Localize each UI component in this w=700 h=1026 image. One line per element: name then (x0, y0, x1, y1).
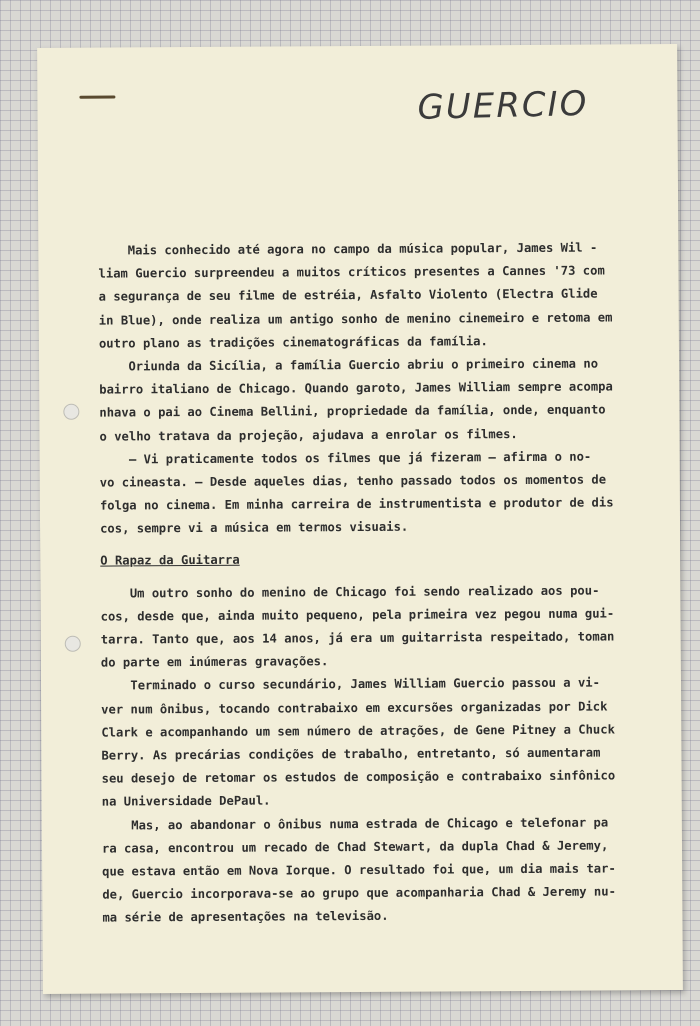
text-line: de, Guercio incorporava-se ao grupo que acompanharia Chad & Jeremy nu- (102, 884, 616, 902)
paragraph-1 (98, 236, 659, 355)
text-line: na Universidade DePaul. (101, 793, 271, 809)
typed-page (37, 44, 683, 994)
text-line: folga no cinema. Em minha carreira de instrumentista e produtor de dis (99, 495, 614, 513)
paragraph-2 (99, 352, 660, 448)
text-line: — Vi praticamente todos os filmes que já fizeram — afirma o no- (99, 449, 592, 467)
text-line: Mais conhecido até agora no campo da música popular, James Wil - (98, 240, 598, 258)
text-line: Oriunda da Sicília, a família Guercio abriu o primeiro cinema no (99, 356, 599, 374)
text-line: liam Guercio surpreendeu a muitos críticos presentes a Cannes '73 com (98, 263, 605, 281)
section-heading: O Rapaz da Guitarra (100, 553, 240, 569)
paragraph-3 (100, 445, 661, 541)
text-line: ver num ônibus, tocando contrabaixo em excursões organizadas por Dick (101, 699, 608, 717)
text-line: seu desejo de retomar os estudos de composição e contrabaixo sinfônico (101, 768, 616, 786)
paragraph-4 (100, 579, 661, 675)
text-line: cos, desde que, ainda muito pequeno, pela primeira vez pegou numa gui- (100, 606, 615, 624)
text-line: Clark e acompanhando um sem número de atrações, de Gene Pitney a Chuck (101, 722, 615, 740)
text-line: outro plano as tradições cinematográficas da família. (98, 333, 488, 351)
text-line: Berry. As precárias condições de trabalho, entretanto, só aumentaram (101, 745, 601, 763)
text-line: ra casa, encontrou um recado de Chad Stewart, da dupla Chad & Jeremy, (101, 838, 609, 856)
text-line: in Blue), onde realiza um antigo sonho de menino cinemeiro e retoma em (98, 310, 613, 328)
punch-hole-upper (63, 404, 79, 420)
text-line: a segurança de seu filme de estréia, Asfalto Violento (Electra Glide (98, 286, 598, 304)
punch-hole-lower (65, 636, 81, 652)
text-line: cos, sempre vi a música em termos visuais. (100, 519, 409, 536)
text-line: nhava o pai ao Cinema Bellini, propriedade da família, onde, enquanto (99, 402, 606, 420)
text-line: Terminado o curso secundário, James William Guercio passou a vi- (100, 675, 601, 693)
text-line: vo cineasta. — Desde aqueles dias, tenho passado todos os momentos de (99, 472, 607, 490)
margin-pencil-mark (79, 95, 115, 98)
text-line: Um outro sonho do menino de Chicago foi sendo realizado aos pou- (100, 583, 600, 601)
text-line: tarra. Tanto que, aos 14 anos, já era um guitarrista respeitado, toman (100, 629, 615, 647)
text-line: do parte em inúmeras gravações. (100, 654, 329, 670)
paragraph-6 (102, 811, 663, 930)
text-line: o velho tratava da projeção, ajudava a enrolar os filmes. (99, 426, 518, 444)
paragraph-5 (101, 672, 662, 815)
text-line: Mas, ao abandonar o ônibus numa estrada de Chicago e telefonar pa (101, 814, 609, 833)
typed-text-body (98, 236, 662, 930)
handwritten-label: GUERCIO (417, 83, 589, 128)
text-line: bairro italiano de Chicago. Quando garoto, James William sempre acompa (99, 379, 613, 397)
text-line: que estava então em Nova Iorque. O resultado foi que, um dia mais tar- (102, 861, 616, 879)
text-line: ma série de apresentações na televisão. (102, 909, 389, 925)
